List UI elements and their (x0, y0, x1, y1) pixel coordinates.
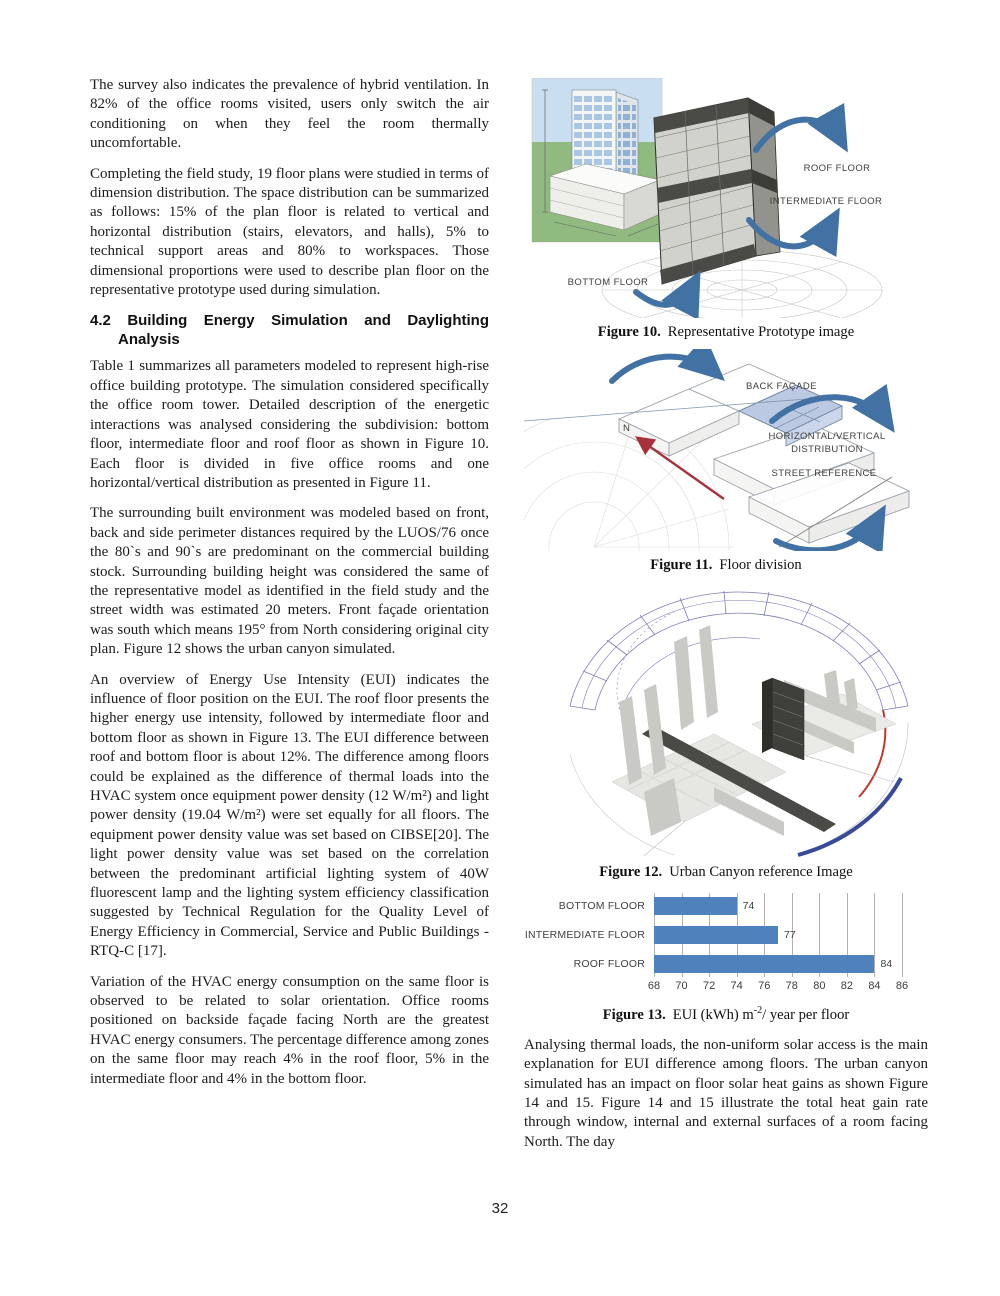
x-tick-label: 76 (758, 980, 771, 992)
distribution-label-line2: DISTRIBUTION (791, 444, 863, 455)
back-facade-label: BACK FAÇADE (746, 381, 817, 392)
x-tick-label: 78 (785, 980, 798, 992)
figure-13-caption (524, 1005, 928, 1024)
tower-model (654, 98, 780, 284)
paragraph-field-study: Completing the field study, 19 floor plans were studied in terms of dimension distribution. The space distribution can be summarized as follows: 15% of the plan floor is related to vertical and horizontal distribution (stairs, elevators, and halls), 5% to technical support areas and 80% to workspaces. Those dimensional proportions were used to describe plan floor on the representative prototype used during simulation. (90, 165, 489, 299)
paragraph-eui-overview: An overview of Energy Use Intensity (EUI) indicates the influence of floor position on the EUI. The roof floor presents the higher energy use intensity, followed by intermediate floor and bottom floor as shown in Figure 13. The EUI difference between roof and bottom floor is about 12%. The difference among floors could be explained as the difference of thermal loads into the HVAC system once equipment power density (12 W/m²) and light power density (19.04 W/m²) were set equally for all floors. The equipment power density value was set based on CIBSE[20]. The light power density value was set based on the correlation between the predominant artificial lighting system of 40W fluorescent lamp and the lighting system efficiency classification suggested by Technical Regulation for the Quality Level of Energy Efficiency in Commercial, Service and Public Buildings -RTQ-C [17]. (90, 671, 489, 960)
x-tick-label: 68 (647, 980, 661, 992)
roof-floor-label: ROOF FLOOR (803, 163, 871, 174)
figure-11-caption-text: Floor division (719, 557, 802, 573)
right-column (524, 78, 928, 1152)
figure-11-caption-label: Figure 11. (650, 557, 713, 573)
urban-canyon-illustration (524, 582, 928, 858)
tower-block (762, 678, 804, 760)
figure-12-caption-label: Figure 12. (599, 864, 663, 880)
left-column (90, 76, 489, 1089)
section-heading-4-2: 4.2 Building Energy Simulation and Daylighting Analysis (90, 312, 489, 349)
paragraph-thermal-loads: Analysing thermal loads, the non-uniform solar access is the main explanation for EUI difference among floors. The urban canyon simulated has an impact on floor solar heat gains as shown Figure 14 and 15. Figure 14 and 15 illustrate the total heat gain rate through window, internal and external surfaces of a room facing North. The day (524, 1036, 928, 1150)
bottom-floor-label: BOTTOM FLOOR (567, 277, 649, 288)
figure-12-caption-text: Urban Canyon reference Image (669, 864, 853, 880)
x-tick-label: 84 (868, 980, 881, 992)
distribution-label-line1: HORIZONTAL/VERTICAL (768, 431, 886, 442)
back-facade-arrow (612, 357, 716, 381)
paragraph-survey: The survey also indicates the prevalence of hybrid ventilation. In 82% of the office rooms visited, users only switch the air conditioning on when they feel the room thermally uncomfortable. (90, 77, 489, 152)
figure-11 (524, 349, 928, 574)
figure-11-caption (524, 557, 928, 574)
category-label: INTERMEDIATE FLOOR (524, 929, 645, 941)
category-label: BOTTOM FLOOR (558, 900, 645, 912)
figure-10-caption-label: Figure 10. (597, 324, 661, 340)
paragraph-surroundings: The surrounding built environment was modeled based on front, back and side perimeter distances required by the LUOS/76 once the 80`s and 90`s are predominant on the commercial building stock. Surrounding building height was considered the same of the representative model as identified in the field study and the street width was estimated 20 meters. Front façade orientation was south which means 195° from North considering original city plan. Figure 12 shows the urban canyon simulated. (90, 505, 489, 658)
figure-10 (524, 78, 928, 341)
bar-value-label: 77 (784, 929, 796, 941)
prototype-building-illustration (524, 78, 928, 318)
figure-13-caption-label: Figure 13. (602, 1006, 666, 1023)
floor-division-illustration (524, 349, 928, 551)
figure-13-caption-post: / year per floor (762, 1006, 850, 1023)
paragraph-hvac-variation: Variation of the HVAC energy consumption on the same floor is observed to be related to solar orientation. Office rooms positioned on backside façade facing North are the greatest HVAC energy consumers. The percentage difference among zones on the same floor may reach 4% in the roof floor, 5% in the intermediate floor and 4% in the bottom floor. (90, 973, 489, 1087)
street-reference-label: STREET REFERENCE (771, 468, 877, 479)
x-tick-label: 72 (702, 980, 716, 992)
figure-13-caption-sup: -2 (753, 1005, 763, 1016)
figure-12-caption (524, 864, 928, 881)
x-tick-label: 70 (675, 980, 688, 992)
eui-bar-chart (524, 893, 928, 995)
inset-building-sketch (532, 78, 662, 242)
bar-bottom-floor (654, 897, 737, 915)
figure-10-caption (524, 324, 928, 341)
chart-gridline (874, 893, 875, 977)
intermediate-floor-label: INTERMEDIATE FLOOR (769, 196, 883, 207)
x-tick-label: 86 (895, 980, 909, 992)
figure-12 (524, 582, 928, 881)
fig13-axis (647, 977, 909, 995)
category-label: ROOF FLOOR (573, 958, 645, 970)
north-label: N (623, 423, 631, 434)
bar-value-label: 84 (880, 958, 893, 970)
fig13-labels (524, 893, 654, 977)
x-tick-label: 82 (840, 980, 853, 992)
bar-intermediate-floor (654, 926, 778, 944)
figure-13-caption-pre: EUI (kWh) m (672, 1006, 754, 1023)
page-number: 32 (491, 1200, 509, 1217)
figure-13 (524, 893, 928, 1024)
paragraph-table1: Table 1 summarizes all parameters modeled to represent high-rise office building prototype. The simulation considered specifically the office room tower. Detailed description of the energetic interactions was analysed considering the subdivision: bottom floor, intermediate floor and roof floor as shown in Figure 10. Each floor is divided in five office rooms and one horizontal/vertical distribution as presented in Figure 11. (90, 358, 489, 491)
figure-10-caption-text: Representative Prototype image (667, 324, 855, 340)
bar-value-label: 74 (742, 900, 755, 912)
x-tick-label: 80 (813, 980, 826, 992)
bar-roof-floor (654, 955, 874, 973)
fig13-plot (654, 893, 902, 977)
chart-gridline (902, 893, 903, 977)
x-tick-label: 74 (730, 980, 743, 992)
